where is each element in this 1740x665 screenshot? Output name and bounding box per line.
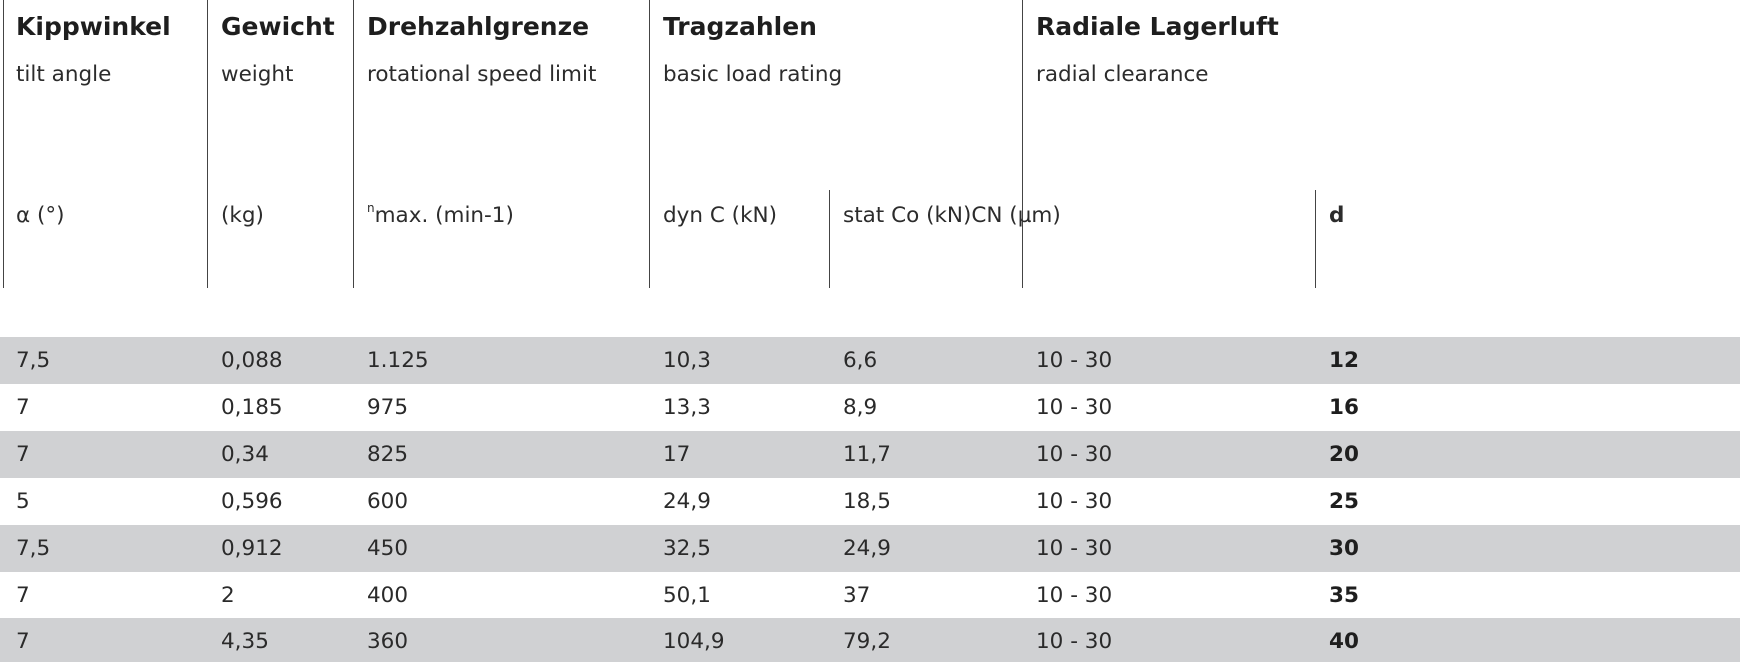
cell-stat: 6,6: [843, 348, 878, 373]
header-title-speed: Drehzahlgrenze: [367, 12, 590, 41]
header-subtitle-weight: weight: [221, 62, 294, 87]
column-divider: [649, 0, 650, 288]
column-divider: [1022, 0, 1023, 288]
cell-stat: 79,2: [843, 629, 891, 654]
cell-stat: 37: [843, 583, 871, 608]
cell-clearance: 10 - 30: [1036, 489, 1113, 514]
header-subtitle-speed: rotational speed limit: [367, 62, 597, 87]
cell-speed: 975: [367, 395, 409, 420]
column-divider: [3, 0, 4, 288]
column-divider: [829, 190, 830, 288]
table-row: [0, 337, 1740, 384]
table-row: [0, 618, 1740, 662]
cell-clearance: 10 - 30: [1036, 442, 1113, 467]
cell-tilt: 5: [16, 489, 30, 514]
cell-stat: 24,9: [843, 536, 891, 561]
header-subtitle-load: basic load rating: [663, 62, 843, 87]
cell-stat: 8,9: [843, 395, 878, 420]
cell-tilt: 7: [16, 629, 30, 654]
table-row: [0, 384, 1740, 431]
table-row: [0, 431, 1740, 478]
column-divider: [1315, 190, 1316, 288]
cell-speed: 600: [367, 489, 409, 514]
cell-d: 16: [1329, 395, 1359, 420]
header-title-load: Tragzahlen: [663, 12, 817, 41]
cell-stat: 18,5: [843, 489, 891, 514]
cell-weight: 0,185: [221, 395, 283, 420]
cell-clearance: 10 - 30: [1036, 583, 1113, 608]
header-title-clearance: Radiale Lagerluft: [1036, 12, 1279, 41]
table-row: [0, 572, 1740, 619]
column-divider: [353, 0, 354, 288]
cell-weight: 0,596: [221, 489, 283, 514]
cell-tilt: 7,5: [16, 348, 51, 373]
header-title-weight: Gewicht: [221, 12, 335, 41]
cell-tilt: 7,5: [16, 536, 51, 561]
cell-speed: 825: [367, 442, 409, 467]
cell-speed: 1.125: [367, 348, 429, 373]
header-subtitle-clearance: radial clearance: [1036, 62, 1209, 87]
cell-d: 12: [1329, 348, 1359, 373]
unit-d: d: [1329, 203, 1345, 228]
unit-dyn: dyn C (kN): [663, 203, 777, 228]
cell-clearance: 10 - 30: [1036, 536, 1113, 561]
table-row: [0, 478, 1740, 525]
cell-d: 40: [1329, 629, 1359, 654]
cell-dyn: 13,3: [663, 395, 711, 420]
cell-speed: 450: [367, 536, 409, 561]
header-title-tilt: Kippwinkel: [16, 12, 171, 41]
unit-speed: [367, 203, 514, 228]
cell-weight: 0,088: [221, 348, 283, 373]
cell-speed: 360: [367, 629, 409, 654]
unit-stat: stat Co (kN)CN (µm): [843, 203, 1061, 228]
cell-dyn: 24,9: [663, 489, 711, 514]
cell-tilt: 7: [16, 442, 30, 467]
cell-dyn: 32,5: [663, 536, 711, 561]
unit-speed-superscript: n: [367, 201, 375, 215]
header-subtitle-tilt: tilt angle: [16, 62, 112, 87]
cell-d: 35: [1329, 583, 1359, 608]
unit-weight: (kg): [221, 203, 264, 228]
cell-d: 25: [1329, 489, 1359, 514]
cell-dyn: 50,1: [663, 583, 711, 608]
unit-tilt: α (°): [16, 203, 65, 228]
cell-clearance: 10 - 30: [1036, 629, 1113, 654]
cell-d: 30: [1329, 536, 1359, 561]
cell-speed: 400: [367, 583, 409, 608]
table-row: [0, 525, 1740, 572]
cell-tilt: 7: [16, 583, 30, 608]
cell-weight: 2: [221, 583, 235, 608]
unit-speed-label: max. (min-1): [374, 203, 514, 228]
column-divider: [207, 0, 208, 288]
cell-dyn: 10,3: [663, 348, 711, 373]
cell-clearance: 10 - 30: [1036, 395, 1113, 420]
cell-tilt: 7: [16, 395, 30, 420]
cell-stat: 11,7: [843, 442, 891, 467]
cell-weight: 0,912: [221, 536, 283, 561]
cell-dyn: 17: [663, 442, 691, 467]
cell-weight: 4,35: [221, 629, 269, 654]
cell-d: 20: [1329, 442, 1359, 467]
cell-clearance: 10 - 30: [1036, 348, 1113, 373]
cell-weight: 0,34: [221, 442, 269, 467]
cell-dyn: 104,9: [663, 629, 725, 654]
